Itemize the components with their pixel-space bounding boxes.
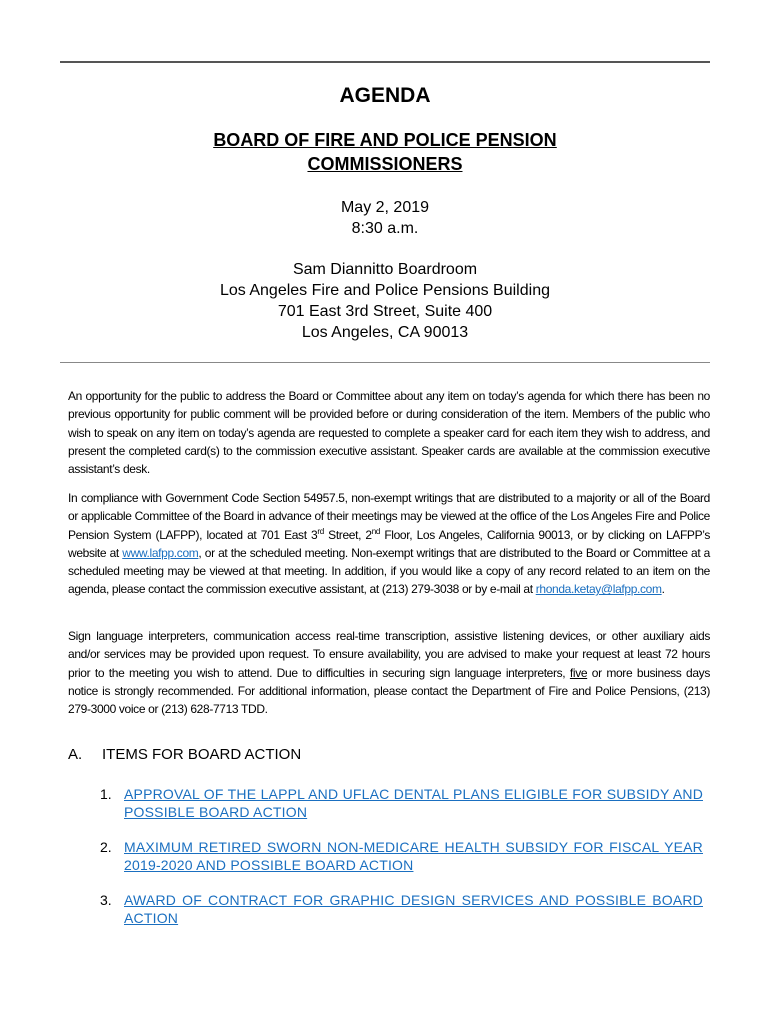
compliance-text: . bbox=[661, 582, 665, 597]
header-divider bbox=[60, 362, 710, 363]
meeting-date: May 2, 2019 bbox=[340, 199, 430, 216]
location-street: 701 East 3rd Street, Suite 400 bbox=[277, 303, 493, 320]
agenda-item-link[interactable]: AWARD OF CONTRACT FOR GRAPHIC DESIGN SERVICES AND POSSIBLE BOARD ACTION bbox=[124, 892, 703, 926]
ordinal-suffix: nd bbox=[371, 526, 380, 536]
top-divider bbox=[60, 61, 710, 63]
accessibility-paragraph bbox=[68, 627, 710, 718]
accessibility-text: Sign language interpreters, communication access real-time transcription, assistive listening devices, or other auxiliary aids and/or services may be provided upon request. To ensure availability, you are advised to make your request at least 72 hours prior to the meeting you wish to attend. Due to difficulties in securing sign language interpreters, bbox=[68, 629, 710, 680]
location-city: Los Angeles, CA 90013 bbox=[301, 324, 469, 341]
ordinal-suffix: rd bbox=[317, 526, 324, 536]
website-link[interactable]: www.lafpp.com bbox=[122, 545, 199, 560]
meeting-datetime bbox=[60, 197, 710, 239]
board-title bbox=[60, 128, 710, 176]
agenda-item-link[interactable]: MAXIMUM RETIRED SWORN NON-MEDICARE HEALTH SUBSIDY FOR FISCAL YEAR 2019-2020 AND POSSIBLE BOARD ACTION bbox=[124, 839, 703, 873]
underlined-word: five bbox=[569, 665, 588, 680]
board-title-line-1: BOARD OF FIRE AND POLICE PENSION bbox=[213, 130, 557, 150]
item-number: 3. bbox=[100, 892, 112, 908]
agenda-item-link[interactable]: APPROVAL OF THE LAPPL AND UFLAC DENTAL PLANS ELIGIBLE FOR SUBSIDY AND POSSIBLE BOARD ACTION bbox=[124, 786, 703, 820]
page-title: AGENDA bbox=[339, 84, 431, 107]
board-title-line-2: COMMISSIONERS bbox=[307, 154, 463, 174]
compliance-text: In compliance with Government Code Section 54957.5, non-exempt writings that are distributed to a majority or all of the Board or applicable Committee of the Board in advance of their meetings may be viewed at the office of the Los Angeles Fire and Police Pension System (LAFPP), located at 701 East 3 bbox=[68, 491, 710, 542]
section-title: ITEMS FOR BOARD ACTION bbox=[102, 746, 302, 763]
compliance-text: Floor, Los Angeles, California 90013, or by clicking on LAFPP’s website at bbox=[68, 527, 710, 560]
location-building: Los Angeles Fire and Police Pensions Building bbox=[220, 282, 550, 299]
public-comment-paragraph: An opportunity for the public to address the Board or Committee about any item on today’s agenda for which there has been no previous opportunity for public comment will be provided before or during consideration of the item. Members of the public who wish to speak on any item on today’s agenda are requested to complete a speaker card for each item they wish to address, and present the completed card(s) to the commission executive assistant. Speaker cards are available at the commission executive assistant’s desk. bbox=[68, 389, 710, 477]
agenda-item bbox=[100, 891, 703, 927]
compliance-text: , or at the scheduled meeting. Non-exempt writings that are distributed to the Board or Committee at a scheduled meeting may be viewed at that meeting. In addition, if you would like a copy of any record related to an item on the agenda, please contact the commission executive assistant, at (213) 279-3038 or by e-mail at bbox=[68, 545, 710, 597]
section-letter: A. bbox=[68, 746, 83, 763]
meeting-time: 8:30 a.m. bbox=[351, 220, 419, 237]
location-room: Sam Diannitto Boardroom bbox=[292, 261, 478, 278]
meeting-location bbox=[60, 259, 710, 343]
email-link[interactable]: rhonda.ketay@lafpp.com bbox=[535, 582, 662, 597]
compliance-text: Street, 2 bbox=[323, 527, 372, 542]
agenda-item bbox=[100, 838, 703, 874]
compliance-paragraph bbox=[68, 489, 710, 599]
item-number: 2. bbox=[100, 839, 112, 855]
agenda-item bbox=[100, 785, 703, 821]
accessibility-text: or more business days notice is strongly recommended. For additional information, please contact the Department of Fire and Police Pensions, (213) 279-3000 voice or (213) 628-7713 TDD. bbox=[68, 665, 710, 717]
item-number: 1. bbox=[100, 786, 112, 802]
